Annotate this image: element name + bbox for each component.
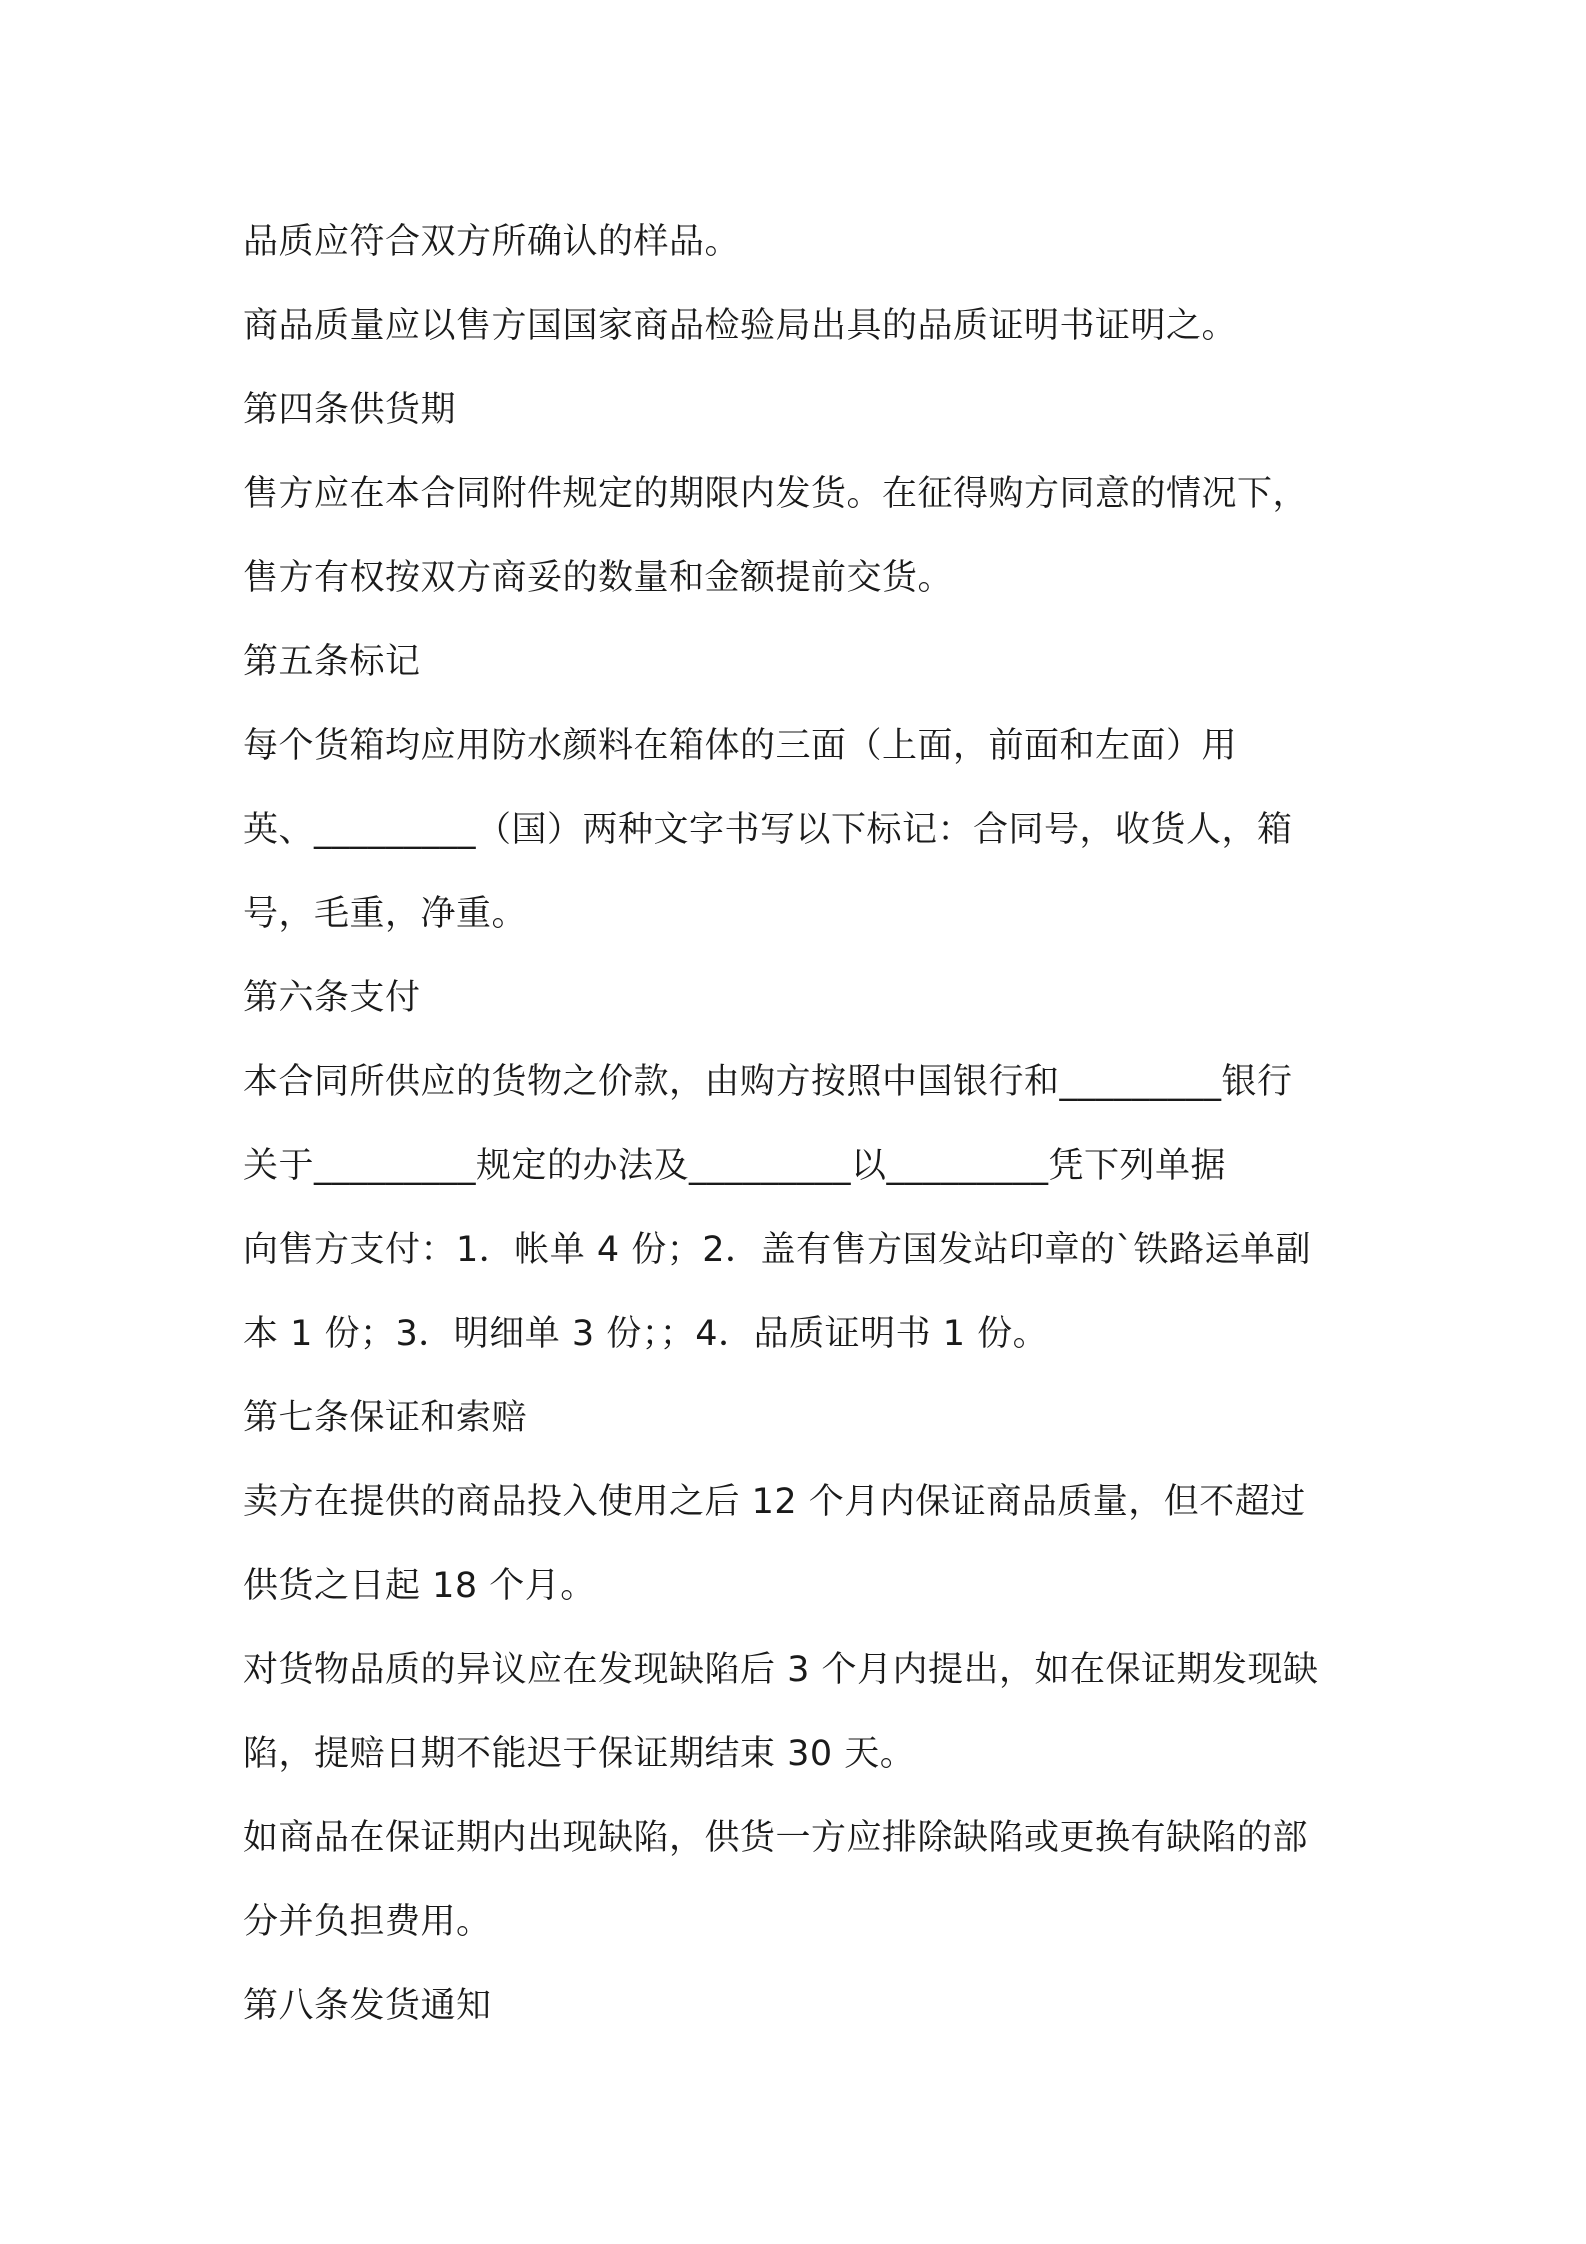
text-line: 每个货箱均应用防水颜料在箱体的三面（上面，前面和左面）用 [243, 726, 1238, 766]
text-line: 对货物品质的异议应在发现缺陷后 3 个月内提出，如在保证期发现缺 [243, 1650, 1319, 1690]
text-line: 关于_________规定的办法及_________以_________凭下列单据 [243, 1146, 1227, 1186]
section-heading: 第六条支付 [243, 978, 421, 1018]
text-line: 向售方支付：1．帐单 4 份；2．盖有售方国发站印章的`铁路运单副 [243, 1230, 1312, 1270]
text-line: 卖方在提供的商品投入使用之后 12 个月内保证商品质量，但不超过 [243, 1482, 1306, 1522]
text-line: 商品质量应以售方国国家商品检验局出具的品质证明书证明之。 [243, 306, 1238, 346]
section-heading: 第七条保证和索赔 [243, 1398, 528, 1438]
text-line: 分并负担费用。 [243, 1902, 492, 1942]
text-line: 本 1 份；3．明细单 3 份；；4．品质证明书 1 份。 [243, 1314, 1049, 1354]
text-line: 供货之日起 18 个月。 [243, 1566, 596, 1606]
section-heading: 第四条供货期 [243, 390, 457, 430]
text-line: 本合同所供应的货物之价款，由购方按照中国银行和_________银行 [243, 1062, 1293, 1102]
text-line: 品质应符合双方所确认的样品。 [243, 222, 741, 262]
text-line: 如商品在保证期内出现缺陷，供货一方应排除缺陷或更换有缺陷的部 [243, 1818, 1309, 1858]
text-line: 售方有权按双方商妥的数量和金额提前交货。 [243, 558, 954, 598]
text-line: 号，毛重，净重。 [243, 894, 528, 934]
text-line: 陷，提赔日期不能迟于保证期结束 30 天。 [243, 1734, 916, 1774]
section-heading: 第五条标记 [243, 642, 421, 682]
document-body [243, 200, 1363, 2048]
section-heading: 第八条发货通知 [243, 1986, 492, 2026]
text-line: 英、_________（国）两种文字书写以下标记：合同号，收货人，箱 [243, 810, 1293, 850]
text-line: 售方应在本合同附件规定的期限内发货。在征得购方同意的情况下， [243, 474, 1309, 514]
